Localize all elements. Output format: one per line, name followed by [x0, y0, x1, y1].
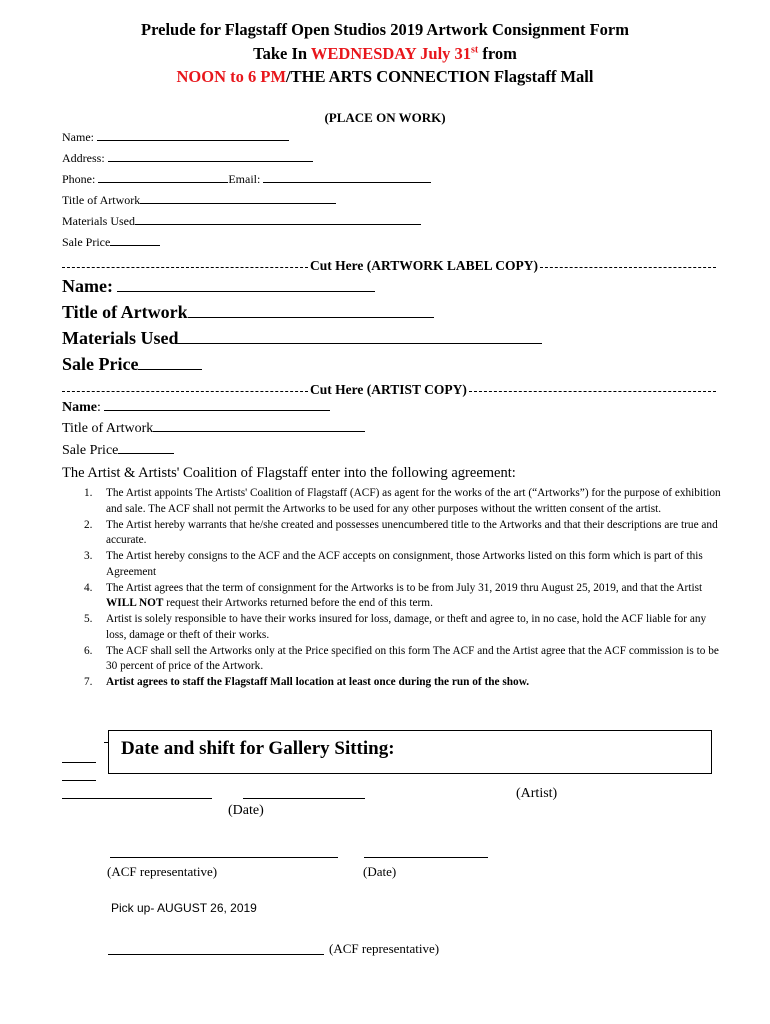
top-address-line — [108, 151, 313, 162]
top-phone-line — [98, 172, 228, 183]
agreement-number: 7. — [84, 676, 93, 688]
agreement-number: 6. — [84, 644, 93, 657]
acf-date-label: (Date) — [363, 864, 397, 879]
cut-label: Cut Here (ARTWORK LABEL COPY) — [310, 258, 539, 273]
top-email-line — [263, 172, 431, 183]
top-price-line — [110, 235, 160, 246]
artist-title-label: Title of Artwork — [62, 421, 154, 436]
cut-dashes-right — [469, 391, 716, 392]
take-in-date-text: WEDNESDAY July 31 — [310, 44, 472, 63]
cut-dashes-right — [540, 267, 716, 268]
cut-line-artist-copy — [62, 382, 716, 398]
agreement-text-end: request their Artworks returned before the end of this term. — [163, 597, 433, 609]
agreement-item — [62, 518, 722, 549]
acf-signature-line[interactable] — [110, 857, 338, 858]
pickup-acf-signature-line[interactable] — [108, 954, 324, 955]
top-price-field[interactable] — [62, 235, 160, 250]
artist-title-field[interactable] — [62, 421, 365, 437]
top-name-field[interactable] — [62, 130, 289, 145]
top-email-label: Email: — [228, 172, 261, 186]
artist-title-line — [153, 421, 365, 432]
artist-signature-line[interactable] — [62, 798, 212, 799]
form-title: Prelude for Flagstaff Open Studios 2019 Artwork Consignment Form — [141, 20, 629, 39]
agreement-text: The Artist hereby consigns to the ACF and the ACF accepts on consignment, those Artworks listed on this form which is part of this Agreement — [106, 550, 703, 578]
signature-line-tick — [104, 742, 108, 743]
label-materials-label: Materials Used — [62, 328, 179, 348]
agreement-text: Artist is solely responsible to have their works insured for loss, damage, or theft and agree to, in no case, hold the ACF liable for any loss, damage or theft of their works. — [106, 613, 707, 641]
artist-name-label: Name — [62, 400, 97, 415]
pickup-date: Pick up- AUGUST 26, 2019 — [111, 901, 257, 915]
agreement-emphasis: WILL NOT — [106, 597, 164, 609]
artist-name-line — [104, 400, 330, 411]
top-title-line — [140, 193, 336, 204]
artist-date-label: (Date) — [228, 803, 264, 818]
artist-name-colon: : — [97, 400, 101, 415]
top-name-label: Name: — [62, 130, 94, 144]
label-name-field[interactable] — [62, 276, 375, 297]
take-in-from: from — [478, 44, 517, 63]
artist-price-field[interactable] — [62, 443, 174, 459]
artist-price-line — [118, 443, 174, 454]
label-price-line — [138, 357, 202, 370]
label-materials-field[interactable] — [62, 328, 542, 349]
label-title-line — [188, 305, 434, 318]
top-phone-label: Phone: — [62, 172, 96, 186]
top-price-label: Sale Price — [62, 235, 111, 249]
pickup-acf-representative-label: (ACF representative) — [329, 941, 440, 956]
gallery-sitting-box[interactable] — [108, 730, 712, 774]
cut-dashes-left — [62, 391, 308, 392]
label-name-line — [117, 279, 375, 292]
acf-date-line[interactable] — [364, 857, 488, 858]
take-in-time-line — [0, 67, 770, 87]
top-materials-label: Materials Used — [62, 214, 135, 228]
agreement-number: 4. — [84, 581, 93, 594]
agreement-item — [62, 675, 722, 691]
agreement-text: The Artist appoints The Artists' Coalition of Flagstaff (ACF) as agent for the works of the art (“Artworks”) for the purpose of exhibition and sale. The ACF shall not permit the Artworks to be used for any other purposes without the written consent of the artist. — [106, 487, 721, 515]
take-in-date-suffix: st — [471, 44, 479, 56]
cut-dashes-left — [62, 267, 308, 268]
label-price-field[interactable] — [62, 354, 202, 375]
label-name-label: Name: — [62, 276, 113, 296]
artist-price-label: Sale Price — [62, 443, 119, 458]
label-materials-line — [178, 331, 542, 344]
top-phone-email-field[interactable] — [62, 172, 431, 187]
top-address-label: Address: — [62, 151, 105, 165]
place-on-work-label: (PLACE ON WORK) — [324, 110, 446, 125]
agreement-text: The Artist hereby warrants that he/she created and possesses unencumbered title to the Artworks and that their descriptions are true and accurate. — [106, 518, 718, 546]
agreement-text: The Artist agrees that the term of consignment for the Artworks is to be from July 31, 2019 thru August 25, 2019, and that the Artist — [106, 581, 703, 594]
agreement-item — [62, 644, 722, 675]
cut-line-artwork-label — [62, 258, 716, 274]
signature-line-short-1 — [62, 762, 96, 763]
acf-representative-label: (ACF representative) — [107, 864, 218, 879]
agreement-item — [62, 549, 722, 580]
label-price-label: Sale Price — [62, 354, 139, 374]
top-address-field[interactable] — [62, 151, 313, 166]
top-name-line — [97, 130, 289, 141]
agreement-text: The ACF shall sell the Artworks only at the Price specified on this form The ACF and the Artist agree that the ACF commission is to be 30 percent of price of the Artwork. — [106, 644, 719, 672]
take-in-line — [0, 44, 770, 64]
agreement-number: 3. — [84, 550, 93, 562]
take-in-location: /THE ARTS CONNECTION Flagstaff Mall — [286, 67, 594, 86]
agreement-number: 5. — [84, 613, 93, 625]
top-materials-line — [135, 214, 421, 225]
agreement-item — [62, 612, 722, 643]
label-title-field[interactable] — [62, 302, 434, 323]
artist-date-line[interactable] — [243, 798, 365, 799]
signature-line-short-2 — [62, 780, 96, 781]
top-title-field[interactable] — [62, 193, 336, 208]
agreement-text: Artist agrees to staff the Flagstaff Mall location at least once during the run of the show. — [106, 676, 530, 688]
agreement-item — [62, 486, 722, 517]
take-in-date — [311, 44, 478, 63]
agreement-number: 2. — [84, 518, 93, 531]
label-title-label: Title of Artwork — [62, 302, 188, 322]
top-title-label: Title of Artwork — [62, 193, 141, 207]
gallery-sitting-label: Date and shift for Gallery Sitting: — [121, 738, 395, 759]
artist-name-field[interactable] — [62, 400, 330, 416]
top-materials-field[interactable] — [62, 214, 421, 229]
take-in-prefix: Take In — [253, 44, 311, 63]
agreement-number: 1. — [84, 487, 93, 499]
artist-signature-label: (Artist) — [516, 786, 558, 801]
take-in-time: NOON to 6 PM — [176, 67, 287, 86]
agreement-item — [62, 581, 722, 612]
agreement-list — [62, 486, 722, 691]
cut-label: Cut Here (ARTIST COPY) — [310, 382, 467, 397]
agreement-intro: The Artist & Artists' Coalition of Flagstaff enter into the following agreement: — [62, 465, 516, 481]
